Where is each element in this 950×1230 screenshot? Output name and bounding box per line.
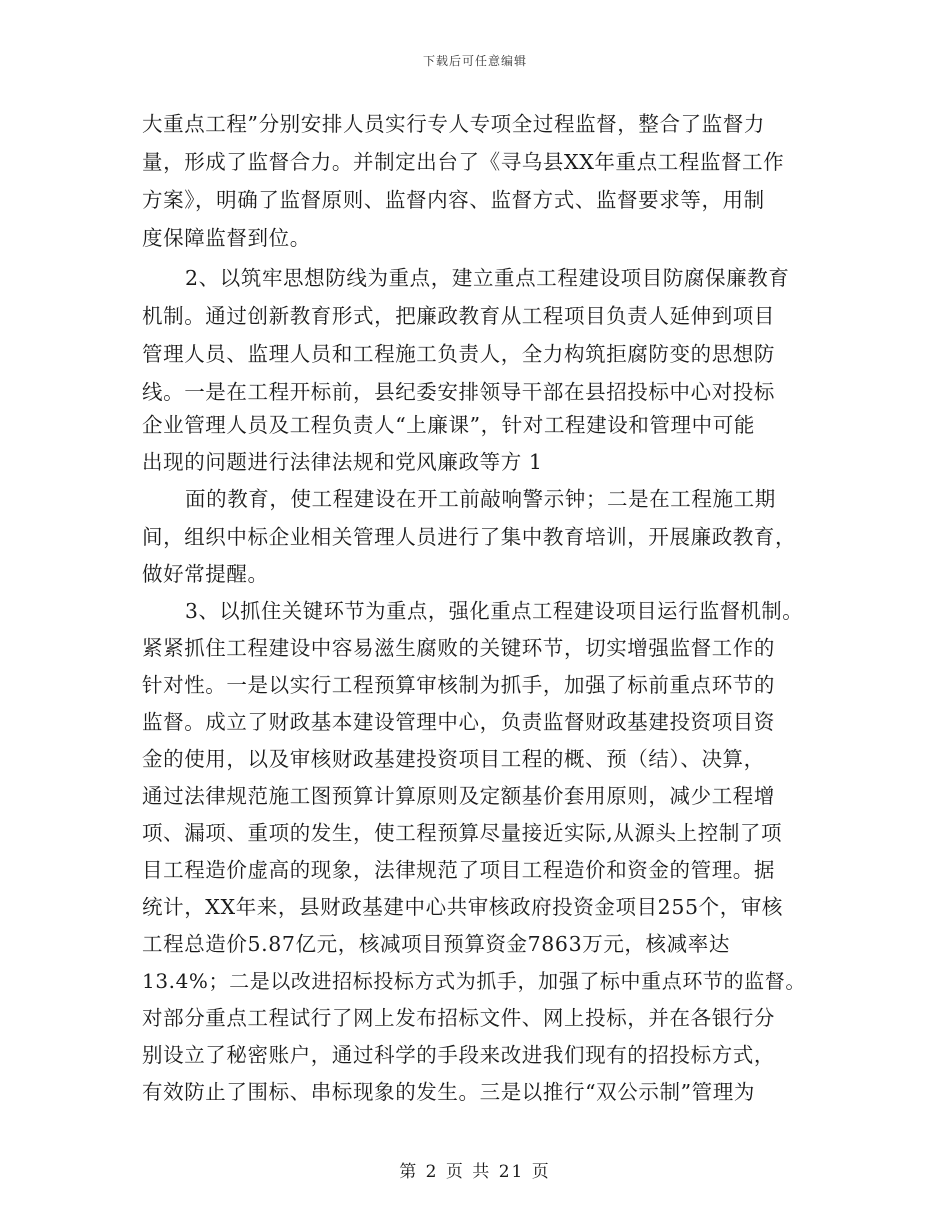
paragraph-line: 3、以抓住关键环节为重点，强化重点工程建设项目运行监督机制。 <box>185 599 804 623</box>
paragraph-line: 通过法律规范施工图预算计算原则及定额基价套用原则，减少工程增 <box>142 784 775 808</box>
paragraph-line: 监督。成立了财政基本建设管理中心，负责监督财政基建投资项目资 <box>142 710 775 734</box>
paragraph-line: 方案》，明确了监督原则、监督内容、监督方式、监督要求等，用制 <box>142 188 765 212</box>
paragraph-line: 金的使用，以及审核财政基建投资项目工程的概、预（结）、决算， <box>142 747 765 771</box>
paragraph-line: 项、漏项、重项的发生，使工程预算尽量接近实际,从源头上控制了项 <box>142 821 783 845</box>
paragraph-line: 别设立了秘密账户，通过科学的手段来改进我们现有的招投标方式， <box>142 1043 775 1067</box>
paragraph-line: 线。一是在工程开标前，县纪委安排领导干部在县招投标中心对投标 <box>142 380 775 404</box>
page-header: 下载后可任意编辑 <box>422 54 527 68</box>
paragraph-line: 大重点工程”分别安排人员实行专人专项全过程监督，整合了监督力 <box>142 112 765 136</box>
paragraph-line: 统计，XX年来，县财政基建中心共审核政府投资金项目255个，审核 <box>142 895 784 919</box>
paragraph-line: 目工程造价虚高的现象，法律规范了项目工程造价和资金的管理。据 <box>142 858 775 882</box>
paragraph-line: 针对性。一是以实行工程预算审核制为抓手，加强了标前重点环节的 <box>142 673 775 697</box>
paragraph-line: 企业管理人员及工程负责人“上廉课”，针对工程建设和管理中可能 <box>142 413 755 437</box>
paragraph-line: 度保障监督到位。 <box>142 226 311 250</box>
paragraph-line: 面的教育，使工程建设在开工前敲响警示钟；二是在工程施工期 <box>185 487 776 511</box>
paragraph-line: 做好常提醒。 <box>142 562 269 586</box>
paragraph-line: 量，形成了监督合力。并制定出台了《寻乌县XX年重点工程监督工作 <box>142 150 785 174</box>
paragraph-line: 工程总造价5.87亿元，核减项目预算资金7863万元，核减率达 <box>142 932 730 956</box>
paragraph-line: 管理人员、监理人员和工程施工负责人，全力构筑拒腐防变的思想防 <box>142 342 775 366</box>
paragraph-line: 对部分重点工程试行了网上发布招标文件、网上投标，并在各银行分 <box>142 1006 775 1030</box>
paragraph-line: 13.4%；二是以改进招标投标方式为抓手，加强了标中重点环节的监督。 <box>142 969 806 993</box>
paragraph-line: 有效防止了围标、串标现象的发生。三是以推行“双公示制”管理为 <box>142 1080 755 1104</box>
paragraph-line: 紧紧抓住工程建设中容易滋生腐败的关键环节，切实增强监督工作的 <box>142 636 775 660</box>
page-footer: 第 2 页 共 21 页 <box>399 1162 551 1182</box>
paragraph-line: 间，组织中标企业相关管理人员进行了集中教育培训，开展廉政教育， <box>142 525 797 549</box>
paragraph-line: 2、以筑牢思想防线为重点，建立重点工程建设项目防腐保廉教育 <box>185 266 790 290</box>
paragraph-line: 出现的问题进行法律法规和党风廉政等方 1 <box>142 450 543 474</box>
paragraph-line: 机制。通过创新教育形式，把廉政教育从工程项目负责人延伸到项目 <box>142 304 775 328</box>
